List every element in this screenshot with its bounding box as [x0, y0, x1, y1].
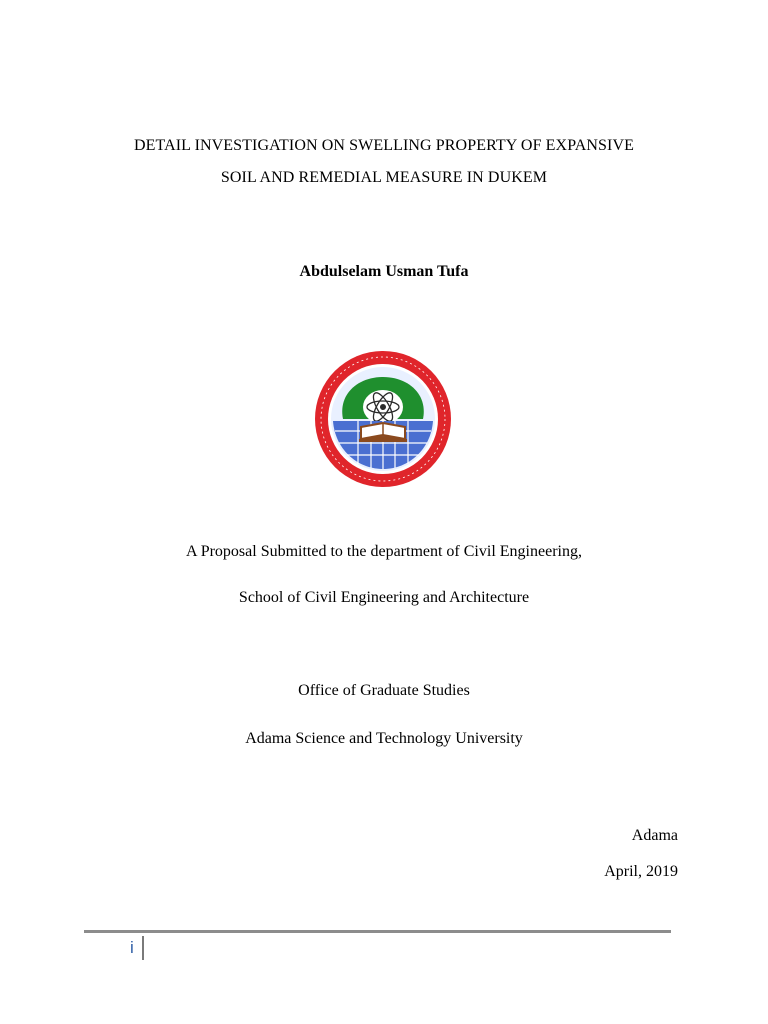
title-line-2: SOIL AND REMEDIAL MEASURE IN DUKEM	[220, 169, 548, 186]
submission-line-1: A Proposal Submitted to the department of Civil Engineering,	[186, 543, 582, 560]
page-number: i	[130, 938, 134, 957]
submission-line-2: School of Civil Engineering and Architecture	[238, 589, 530, 606]
title-line-1: DETAIL INVESTIGATION ON SWELLING PROPERTY OF EXPANSIVE	[133, 137, 635, 154]
university-seal-logo	[313, 349, 453, 489]
date: April, 2019	[604, 863, 678, 880]
place: Adama	[631, 827, 678, 844]
author-name: Abdulselam Usman Tufa	[299, 263, 469, 280]
footer-rule	[84, 930, 671, 933]
footer-divider	[142, 936, 144, 960]
university-name: Adama Science and Technology University	[245, 730, 523, 747]
office-name: Office of Graduate Studies	[298, 682, 470, 699]
